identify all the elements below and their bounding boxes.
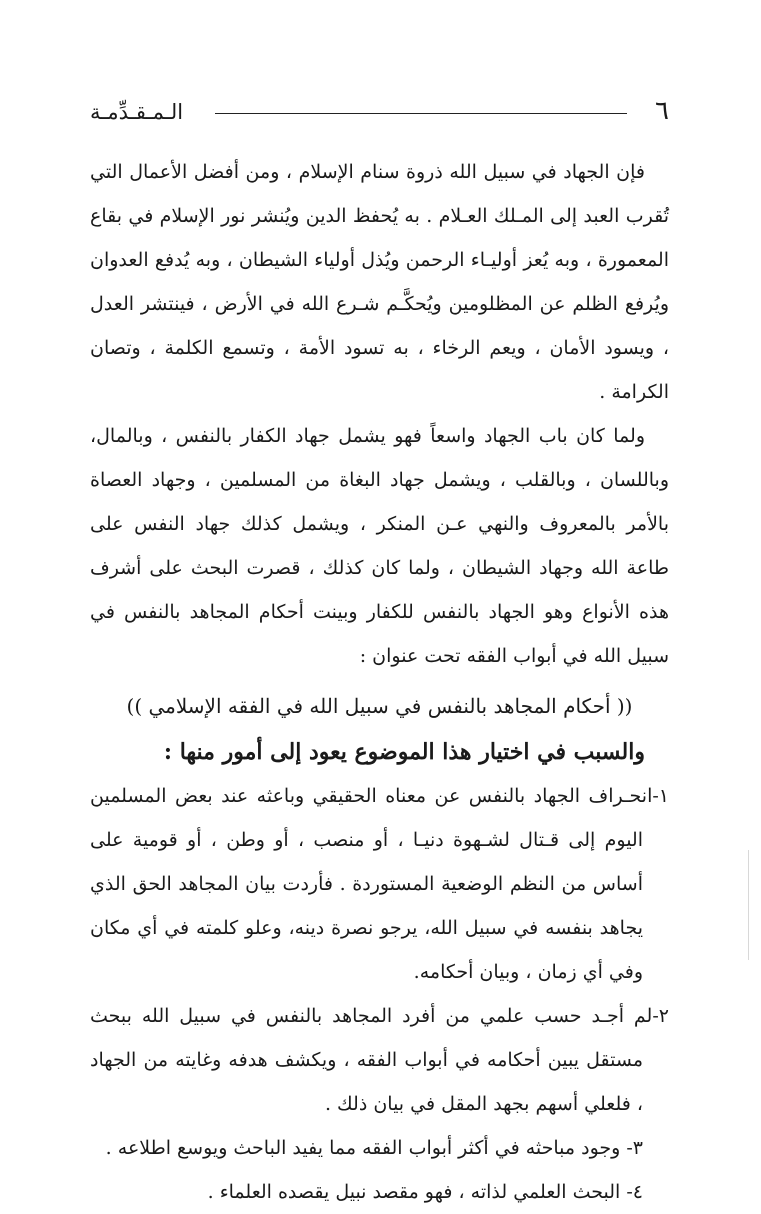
page-number: ٦ bbox=[655, 96, 669, 126]
reasons-heading: والسبب في اختيار هذا الموضوع يعود إلى أمور منها : bbox=[163, 739, 645, 765]
intro-paragraph-1: فإن الجهاد في سبيل الله ذروة سنام الإسلام ، ومن أفضل الأعمال التي تُقرب العبد إلى المـلك العـلام . به يُحفظ الدين ويُنشر نور الإسلام في بقاع المعمورة ، وبه يُعز أوليـاء الرحمن ويُذل أولياء الشيطان ، وبه يُدفع العدوان ويُرفع الظلم عن المظلومين ويُحكَّـم شـرع الله في الأرض ، فينتشر العدل ، ويسود الأمان ، ويعم الرخاء ، به تسود الأمة ، وتسمع الكلمة ، وتصان الكرامة . bbox=[90, 161, 669, 403]
running-header bbox=[90, 84, 669, 124]
header-rule bbox=[215, 113, 627, 114]
header-title: الـمـقـدِّمـة bbox=[90, 100, 184, 124]
scan-margin-mark bbox=[748, 850, 749, 960]
intro-paragraph-2: ولما كان باب الجهاد واسعاً فهو يشمل جهاد الكفار بالنفس ، وبالمال، وباللسان ، وبالقلب ، ويشمل جهاد البغاة من المسلمين ، وجهاد العصاة بالأمر بالمعروف والنهي عـن المنكر ، ويشمل كذلك جهاد النفس على طاعة الله وجهاد الشيطان ، ولما كان كذلك ، قصرت البحث على أشرف هذه الأنواع وهو الجهاد بالنفس للكفار وبينت أحكام المجاهد بالنفس في سبيل الله في أبواب الفقه تحت عنوان : bbox=[90, 425, 669, 667]
reason-item-3: ٣- وجود مباحثه في أكثر أبواب الفقه مما يفيد الباحث ويوسع اطلاعه . bbox=[105, 1137, 643, 1159]
reason-item-1: ١-انحـراف الجهاد بالنفس عن معناه الحقيقي وباعثه عند بعض المسلمين اليوم إلى قـتال لشـهوة دنيـا ، أو منصب ، أو وطن ، أو قومية على أساس من النظم الوضعية المستوردة . فأردت بيان المجاهد الحق الذي يجاهد بنفسه في سبيل الله، يرجو نصرة دينه، وعلو كلمته في أي مكان وفي أي زمان ، وبيان أحكامه. bbox=[90, 785, 669, 983]
page-body bbox=[90, 150, 669, 1214]
reason-item-4: ٤- البحث العلمي لذاته ، فهو مقصد نبيل يقصده العلماء . bbox=[207, 1181, 643, 1203]
thesis-title: (( أحكام المجاهد بالنفس في سبيل الله في الفقه الإسلامي )) bbox=[126, 694, 633, 718]
reason-item-2: ٢-لم أجـد حسب علمي من أفرد المجاهد بالنفس في سبيل الله ببحث مستقل يبين أحكامه في أبواب الفقه ، ويكشف هدفه وغايته من الجهاد ، فلعلي أسهم بجهد المقل في بيان ذلك . bbox=[90, 1005, 669, 1115]
